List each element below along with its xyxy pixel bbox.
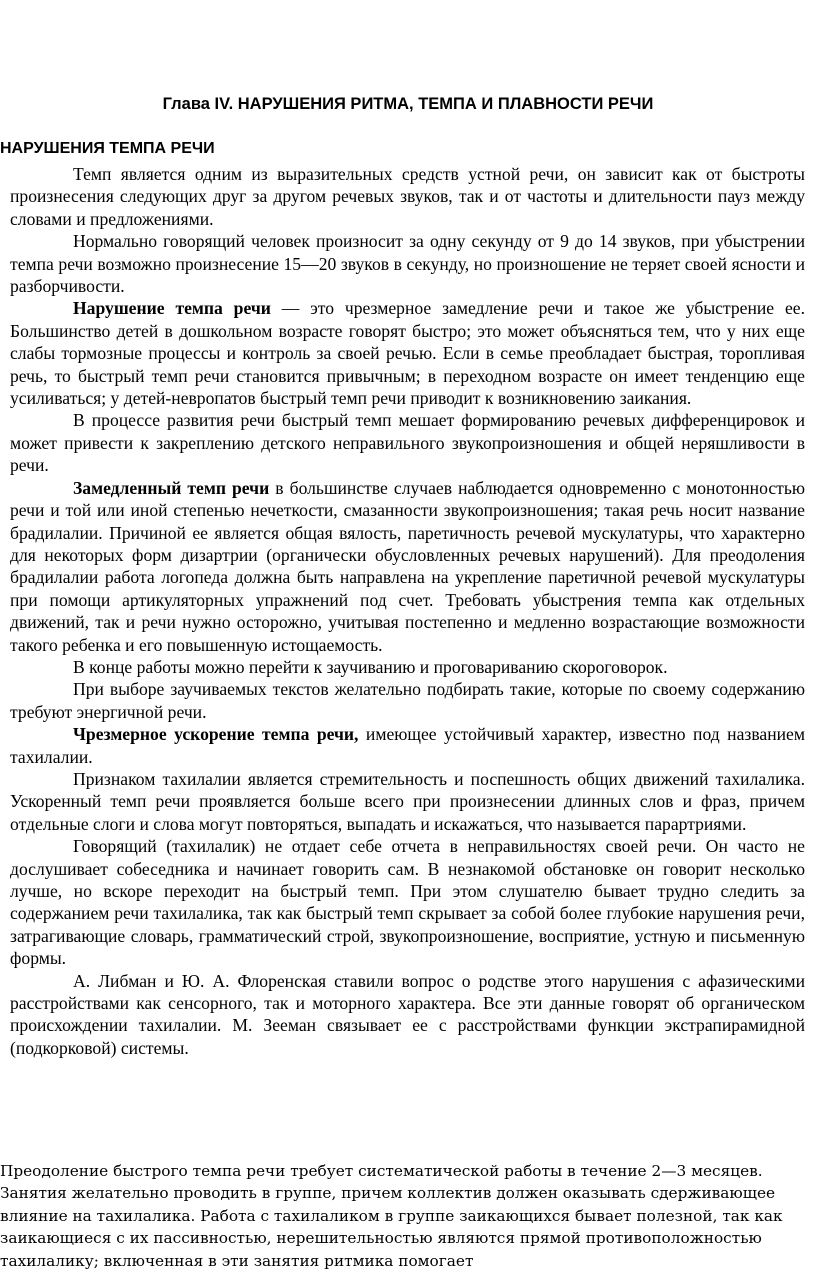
body-text	[10, 163, 805, 1059]
term-tachylalia: Чрезмерное ускорение темпа речи,	[73, 724, 359, 745]
paragraph-origin: А. Либман и Ю. А. Флоренская ставили вопрос о родстве этого нарушения с афазическими расстройствами как сенсорного, так и моторного характера. Все эти данные говорят об органическом происхождении тахилалии. М. Зееман связывает ее с расстройствами функции экстрапирамидной (подкорковой) системы.	[10, 970, 805, 1058]
paragraph-text-selection: При выборе заучиваемых текстов желательно подбирать такие, которые по своему содержанию требуют энергичной речи.	[10, 679, 805, 722]
chapter-title: Глава IV. НАРУШЕНИЯ РИТМА, ТЕМПА И ПЛАВНОСТИ РЕЧИ	[162, 95, 654, 113]
paragraph-therapy: Преодоление быстрого темпа речи требует систематической работы в течение 2—3 месяцев. Занятия желательно проводить в группе, причем коллектив должен оказывать сдерживающее влияние на тахилалика. Работа с тахилаликом в группе заикающихся бывает полезной, так как заикающиеся с их пассивностью, нерешительностью являются прямой противоположностью тахилалику; включенная в эти занятия ритмика помогает	[0, 1162, 783, 1270]
paragraph-slow-tempo-text: в большинстве случаев наблюдается одновременно с монотонностью речи и той или иной степенью нечеткости, смазанности звукопроизношения; такая речь носит название брадилалии. Причиной ее является общая вялость, паретичность речевой мускулатуры, что характерно для некоторых форм дизартрии (органически обусловленных речевых нарушений). Для преодоления брадилалии работа логопеда должна быть направлена на укрепление паретичной речевой мускулатуры при помощи артикуляторных упражнений под счет. Требовать убыстрения темпа как отдельных движений, так и речи нужно осторожно, учитывая постепенно и медленно возрастающие возможности такого ребенка и его повышенную истощаемость.	[10, 477, 805, 655]
section-title: НАРУШЕНИЯ ТЕМПА РЕЧИ	[0, 140, 215, 157]
paragraph-tachylalia-signs: Признаком тахилалии является стремительность и поспешность общих движений тахилалика. Ускоренный темп речи проявляется больше всего при произнесении длинных слов и фраз, причем отдельные слоги и слова могут повторяться, выпадать и искажаться, что называется парартриями.	[10, 768, 805, 834]
tail-text	[0, 1160, 810, 1272]
paragraph-tachylalia	[10, 723, 805, 768]
paragraph-speech-development: В процессе развития речи быстрый темп мешает формированию речевых дифференцировок и может привести к закреплению детского неправильного звукопроизношения и общей неряшливости в речи.	[10, 410, 805, 476]
paragraph-tempo-disorder	[10, 297, 805, 409]
paragraph-tachylalic-speaker: Говорящий (тахилалик) не отдает себе отчета в неправильностях своей речи. Он часто не дослушивает собеседника и начинает говорить сам. В незнакомой обстановке он говорит несколько лучше, но вскоре переходит на быстрый темп. При этом слушателю бывает трудно следить за содержанием речи тахилалика, так как быстрый темп скрывает за собой более глубокие нарушения речи, затрагивающие словарь, грамматический строй, звукопроизношение, восприятие, устную и письменную формы.	[10, 836, 805, 969]
paragraph-tachylalia-text: имеющее устойчивый характер, известно под названием тахилалии.	[10, 724, 805, 767]
term-slow-tempo: Замедленный темп речи	[73, 477, 270, 498]
paragraph-tongue-twisters: В конце работы можно перейти к заучиванию и проговариванию скороговорок.	[73, 656, 668, 677]
paragraph-tempo-definition: Темп является одним из выразительных средств устной речи, он зависит как от быстроты произнесения следующих друг за другом речевых звуков, так и от частоты и длительности пауз между словами и предложениями.	[10, 164, 805, 229]
paragraph-slow-tempo	[10, 477, 805, 656]
paragraph-tempo-disorder-text: — это чрезмерное замедление речи и такое же убыстрение ее. Большинство детей в дошкольном возрасте говорят быстро; это может объясняться тем, что у них еще слабы тормозные процессы и контроль за своей речью. Если в семье преобладает быстрая, торопливая речь, то быстрый темп речи становится привычным; в переходном возрасте он имеет тенденцию еще усиливаться; у детей-невропатов быстрый темп речи приводит к возникновению заикания.	[10, 298, 805, 409]
paragraph-normal-speech: Нормально говорящий человек произносит за одну секунду от 9 до 14 звуков, при убыстрении темпа речи возможно произнесение 15—20 звуков в секунду, но произношение не теряет своей ясности и разборчивости.	[10, 231, 805, 297]
term-tempo-disorder: Нарушение темпа речи	[73, 298, 271, 319]
